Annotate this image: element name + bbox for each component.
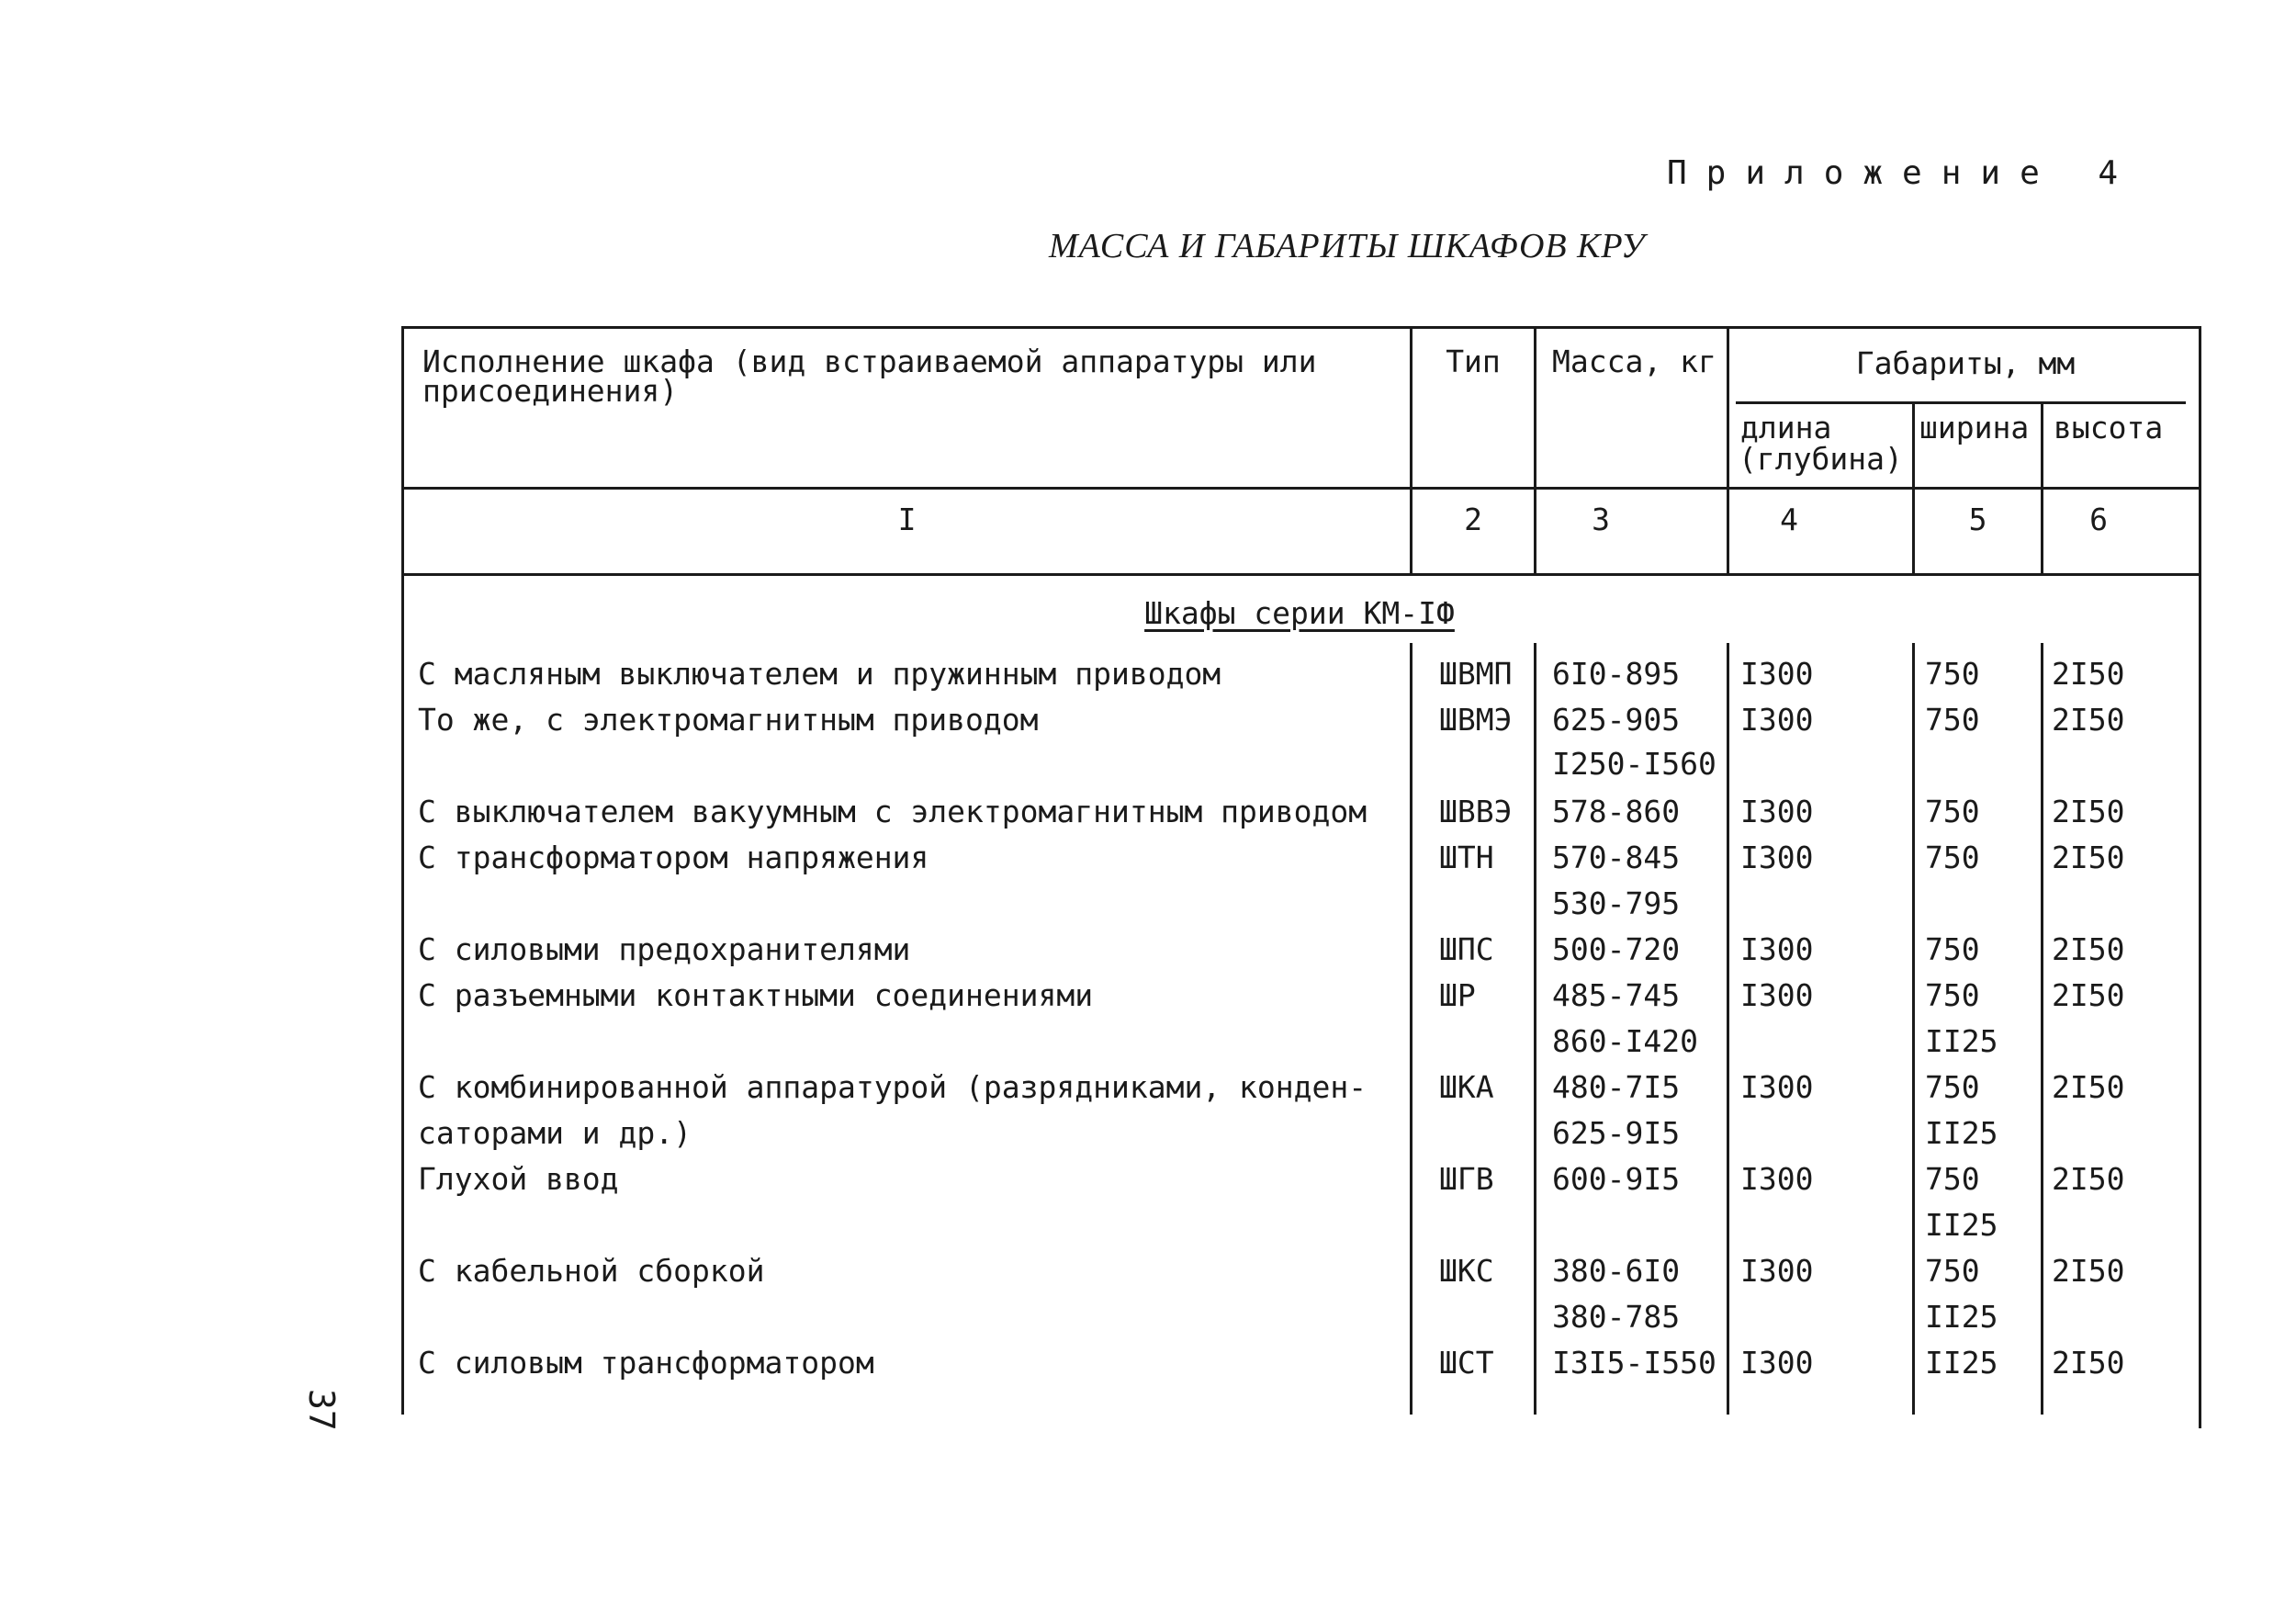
row-height: 2I50 — [2052, 840, 2125, 875]
row-width: II25 — [1925, 1023, 1998, 1059]
row-type: ШВМЭ — [1439, 702, 1513, 738]
row-mass: 485-745 — [1552, 977, 1681, 1013]
row-mass: 480-7I5 — [1552, 1069, 1681, 1105]
header-col-height: высота — [2054, 410, 2164, 445]
row-length: I300 — [1740, 1161, 1814, 1197]
row-width: 750 — [1925, 1161, 1980, 1197]
row-description: С кабельной сборкой — [418, 1253, 765, 1289]
document-title: МАССА И ГАБАРИТЫ ШКАФОВ КРУ — [1049, 227, 1646, 265]
row-length: I300 — [1740, 702, 1814, 738]
row-width: II25 — [1925, 1207, 1998, 1243]
row-type: ШТН — [1439, 840, 1494, 875]
row-width: 750 — [1925, 977, 1980, 1013]
row-description: Глухой ввод — [418, 1161, 619, 1197]
row-type: ШВВЭ — [1439, 794, 1513, 829]
row-width: 750 — [1925, 656, 1980, 692]
row-height: 2I50 — [2052, 1345, 2125, 1381]
row-mass: 578-860 — [1552, 794, 1681, 829]
header-col-type: Тип — [1446, 344, 1501, 379]
header-col-length: длина — [1740, 410, 1832, 445]
row-mass: 380-6I0 — [1552, 1253, 1681, 1289]
row-height: 2I50 — [2052, 1253, 2125, 1289]
row-type: ШПС — [1439, 931, 1494, 967]
row-length: I300 — [1740, 840, 1814, 875]
row-mass: 380-785 — [1552, 1299, 1681, 1335]
row-mass: 6I0-895 — [1552, 656, 1681, 692]
header-col-width: ширина — [1919, 410, 2030, 445]
row-description: С выключателем вакуумным с электромагнитным приводом — [418, 794, 1367, 829]
row-description: То же, с электромагнитным приводом — [418, 702, 1039, 738]
row-mass: 625-9I5 — [1552, 1115, 1681, 1151]
row-description: С разъемными контактными соединениями — [418, 977, 1094, 1013]
row-description: саторами и др.) — [418, 1115, 692, 1151]
column-number: 4 — [1780, 502, 1798, 537]
header-dimensions-group: Габариты, мм — [1855, 345, 2076, 381]
row-height: 2I50 — [2052, 702, 2125, 738]
row-mass: I250-I560 — [1552, 746, 1716, 782]
row-width: 750 — [1925, 794, 1980, 829]
row-width: 750 — [1925, 931, 1980, 967]
row-mass: 625-905 — [1552, 702, 1681, 738]
header-col-length-depth: (глубина) — [1739, 441, 1903, 477]
section-title: Шкафы серии КМ-IФ — [1144, 595, 1455, 631]
row-mass: I3I5-I550 — [1552, 1345, 1716, 1381]
row-type: ШГВ — [1439, 1161, 1494, 1197]
row-length: I300 — [1740, 931, 1814, 967]
header-col-mass: Масса, кг — [1552, 344, 1716, 379]
row-height: 2I50 — [2052, 1161, 2125, 1197]
column-number: 6 — [2089, 502, 2108, 537]
row-width: 750 — [1925, 1253, 1980, 1289]
row-description: С силовыми предохранителями — [418, 931, 911, 967]
column-number: I — [897, 502, 917, 537]
row-type: ШСТ — [1439, 1345, 1494, 1381]
row-mass: 500-720 — [1552, 931, 1681, 967]
column-number: 3 — [1592, 502, 1610, 537]
row-length: I300 — [1740, 1069, 1814, 1105]
row-type: ШВМП — [1439, 656, 1513, 692]
row-length: I300 — [1740, 977, 1814, 1013]
row-length: I300 — [1740, 1253, 1814, 1289]
row-height: 2I50 — [2052, 656, 2125, 692]
row-type: ШКС — [1439, 1253, 1494, 1289]
row-length: I300 — [1740, 656, 1814, 692]
row-length: I300 — [1740, 1345, 1814, 1381]
row-mass: 860-I420 — [1552, 1023, 1698, 1059]
row-description: С комбинированной аппаратурой (разрядниками, конден- — [418, 1069, 1367, 1105]
row-height: 2I50 — [2052, 977, 2125, 1013]
row-height: 2I50 — [2052, 1069, 2125, 1105]
column-number: 5 — [1968, 502, 1987, 537]
header-col-description: Исполнение шкафа (вид встраиваемой аппаратуры или присоединения) — [422, 344, 1317, 409]
column-number: 2 — [1464, 502, 1482, 537]
appendix-label: Приложение 4 — [1667, 154, 2138, 192]
page-number: 37 — [301, 1389, 342, 1431]
row-width: II25 — [1925, 1345, 1998, 1381]
row-mass: 570-845 — [1552, 840, 1681, 875]
row-width: 750 — [1925, 702, 1980, 738]
row-description: С силовым трансформатором — [418, 1345, 874, 1381]
row-width: II25 — [1925, 1115, 1998, 1151]
row-width: 750 — [1925, 1069, 1980, 1105]
row-width: 750 — [1925, 840, 1980, 875]
row-width: II25 — [1925, 1299, 1998, 1335]
row-mass: 530-795 — [1552, 885, 1681, 921]
row-height: 2I50 — [2052, 931, 2125, 967]
row-type: ШКА — [1439, 1069, 1494, 1105]
row-height: 2I50 — [2052, 794, 2125, 829]
row-description: С масляным выключателем и пружинным приводом — [418, 656, 1221, 692]
row-length: I300 — [1740, 794, 1814, 829]
row-description: С трансформатором напряжения — [418, 840, 929, 875]
row-type: ШР — [1439, 977, 1476, 1013]
row-mass: 600-9I5 — [1552, 1161, 1681, 1197]
